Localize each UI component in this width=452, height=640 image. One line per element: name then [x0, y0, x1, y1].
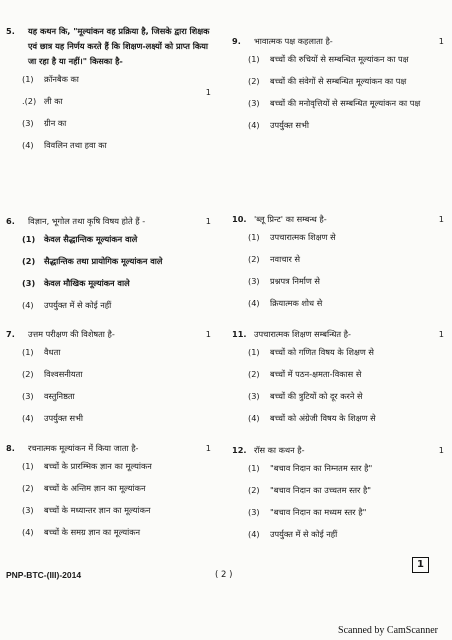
option-tag: (2) [248, 485, 260, 495]
option-text: बच्चों की संवेगों से सम्बन्धित मूल्यांकन का पक्ष [270, 76, 407, 86]
option-tag: (3) [22, 391, 34, 401]
question-number: 9. [232, 36, 241, 46]
option-tag: (1) [248, 232, 260, 242]
paper-code: PNP-BTC-(III)-2014 [6, 570, 82, 580]
question-number: 6. [6, 216, 15, 226]
option-text: विश्वसनीयता [44, 369, 83, 379]
option-text: वैधता [44, 347, 61, 357]
option-text: उपर्युक्त में से कोई नहीं [270, 529, 338, 539]
option-text: बच्चों के प्रारम्भिक ज्ञान का मूल्यांकन [44, 461, 152, 471]
option-3 [22, 277, 211, 290]
option-1 [248, 231, 444, 244]
option-tag: (4) [22, 413, 34, 423]
option-tag: (1) [22, 461, 34, 471]
option-4 [22, 526, 211, 539]
option-list [248, 53, 444, 132]
option-2 [248, 253, 444, 266]
option-tag: (2) [22, 483, 34, 493]
option-2 [22, 482, 211, 495]
option-list [22, 73, 211, 152]
right-column [232, 24, 444, 563]
option-1 [22, 73, 211, 86]
option-text: बच्चों को गणित विषय के शिक्षण से [270, 347, 374, 357]
option-3 [22, 117, 211, 130]
option-2 [22, 255, 211, 268]
question-6 [6, 214, 211, 327]
question-number: 12. [232, 445, 247, 455]
question-text: यह कथन कि, "मूल्यांकन वह प्रक्रिया है, जिसके द्वारा शिक्षक एवं छात्र यह निर्णय करते हैं कि शिक्षण-लक्ष्यों को प्राप्त किया जा रहा है या नहीं।" किसका है- [28, 26, 210, 66]
option-text: सैद्धान्तिक तथा प्रायोगिक मूल्यांकन वाले [44, 256, 163, 266]
option-4 [22, 412, 211, 425]
option-1 [22, 233, 211, 246]
question-text: रॉस का कथन है- [254, 445, 305, 455]
option-list [248, 462, 444, 541]
option-2 [22, 368, 211, 381]
question-marks: 1 [205, 329, 211, 339]
option-text: क्रियात्मक शोध से [270, 298, 323, 308]
option-tag: (3) [248, 391, 260, 401]
question-number: 5. [6, 26, 15, 36]
option-list [248, 346, 444, 425]
option-text: उपर्युक्त सभी [44, 413, 83, 423]
option-tag: (2) [248, 254, 260, 264]
option-text: क्रॉनबैक का [44, 74, 79, 84]
option-4 [248, 119, 444, 132]
option-text: बच्चों के मध्यान्तर ज्ञान का मूल्यांकन [44, 505, 151, 515]
option-tag: (4) [22, 300, 34, 310]
option-2 [248, 368, 444, 381]
option-1 [22, 460, 211, 473]
option-text: ग्रीन का [44, 118, 67, 128]
option-text: बच्चों की मनोवृत्तियों से सम्बन्धित मूल्यांकन का पक्ष [270, 98, 421, 108]
question-text: विज्ञान, भूगोल तथा कृषि विषय होते हैं - [28, 216, 146, 226]
option-tag: (2) [22, 256, 36, 266]
option-tag: (3) [248, 507, 260, 517]
question-10 [232, 212, 444, 327]
question-marks: 1 [205, 443, 211, 453]
option-text: बच्चों को अंग्रेजी विषय के शिक्षण से [270, 413, 376, 423]
option-tag: (1) [22, 347, 34, 357]
option-tag: (1) [22, 234, 36, 244]
option-text: ली का [44, 96, 63, 106]
page-number: ( 2 ) [215, 570, 233, 580]
question-5 [6, 24, 211, 214]
option-4 [22, 299, 211, 312]
option-tag: (3) [248, 98, 260, 108]
question-number: 8. [6, 443, 15, 453]
question-12 [232, 443, 444, 563]
option-tag: (3) [22, 278, 36, 288]
option-tag: (4) [22, 140, 34, 150]
option-3 [248, 275, 444, 288]
option-text: केवल मौखिक मूल्यांकन वाले [44, 278, 130, 288]
option-text: वस्तुनिष्ठता [44, 391, 75, 401]
option-3 [248, 97, 444, 110]
option-tag: (3) [22, 505, 34, 515]
option-text: "बचाव निदान का निम्नतम स्तर है" [270, 463, 373, 473]
question-7 [6, 327, 211, 441]
option-text: "बचाव निदान का मध्यम स्तर है" [270, 507, 367, 517]
option-4 [22, 139, 211, 152]
option-tag: (4) [248, 120, 260, 130]
option-3 [22, 504, 211, 517]
question-text: 'ब्लू प्रिन्ट' का सम्बन्ध है- [254, 214, 327, 224]
boxed-number: 1 [412, 557, 429, 573]
option-tag: (2) [248, 369, 260, 379]
question-text: रचनात्मक मूल्यांकन में किया जाता है- [28, 443, 139, 453]
question-8 [6, 441, 211, 561]
question-11 [232, 327, 444, 443]
option-tag: (1) [248, 463, 260, 473]
option-3 [248, 390, 444, 403]
option-text: बच्चों की त्रुटियों को दूर करने से [270, 391, 363, 401]
question-text: उपचारात्मक शिक्षण सम्बन्धित है- [254, 329, 351, 339]
question-marks: 1 [438, 36, 444, 46]
option-tag: (2) [22, 369, 34, 379]
option-tag: (4) [22, 527, 34, 537]
option-tag: (1) [248, 347, 260, 357]
option-3 [248, 506, 444, 519]
option-1 [248, 53, 444, 66]
option-text: बच्चों में पठन-क्षमता-विकास से [270, 369, 362, 379]
question-text: उत्तम परीक्षण की विशेषता है- [28, 329, 115, 339]
option-tag: (4) [248, 413, 260, 423]
question-marks: 1 [438, 445, 444, 455]
option-tag: (4) [248, 529, 260, 539]
scanner-watermark: Scanned by CamScanner [338, 625, 438, 636]
question-marks: 1 [438, 329, 444, 339]
option-2 [22, 95, 211, 108]
option-text: केवल सैद्धान्तिक मूल्यांकन वाले [44, 234, 138, 244]
question-text: भावात्मक पक्ष कहलाता है- [254, 36, 333, 46]
option-2 [248, 484, 444, 497]
option-tag: (4) [248, 298, 260, 308]
option-text: उपर्युक्त में से कोई नहीं [44, 300, 112, 310]
option-tag: (2) [248, 76, 260, 86]
option-text: बच्चों की रुचियों से सम्बन्धित मूल्यांकन का पक्ष [270, 54, 409, 64]
option-list [22, 346, 211, 425]
option-2 [248, 75, 444, 88]
option-4 [248, 297, 444, 310]
option-1 [248, 346, 444, 359]
option-list [22, 233, 211, 312]
option-1 [22, 346, 211, 359]
left-column [6, 24, 211, 561]
option-text: बच्चों के समग्र ज्ञान का मूल्यांकन [44, 527, 141, 537]
option-1 [248, 462, 444, 475]
option-tag: (3) [22, 118, 34, 128]
option-text: विवलिन तथा हवा का [44, 140, 107, 150]
question-marks: 1 [205, 87, 211, 97]
option-tag: (1) [22, 74, 34, 84]
question-number: 11. [232, 329, 247, 339]
option-4 [248, 528, 444, 541]
option-list [248, 231, 444, 310]
option-text: "बचाव निदान का उच्चतम स्तर है" [270, 485, 372, 495]
question-number: 10. [232, 214, 247, 224]
option-text: उपचारात्मक शिक्षण से [270, 232, 336, 242]
question-number: 7. [6, 329, 15, 339]
question-marks: 1 [438, 214, 444, 224]
option-text: बच्चों के अन्तिम ज्ञान का मूल्यांकन [44, 483, 146, 493]
option-list [22, 460, 211, 539]
option-3 [22, 390, 211, 403]
option-text: नवाचार से [270, 254, 301, 264]
question-9 [232, 34, 444, 212]
option-tag: (3) [248, 276, 260, 286]
option-text: उपर्युक्त सभी [270, 120, 309, 130]
option-tag: .(2) [22, 96, 37, 106]
option-tag: (1) [248, 54, 260, 64]
question-marks: 1 [205, 216, 211, 226]
option-text: प्रश्नपत्र निर्माण से [270, 276, 320, 286]
option-4 [248, 412, 444, 425]
